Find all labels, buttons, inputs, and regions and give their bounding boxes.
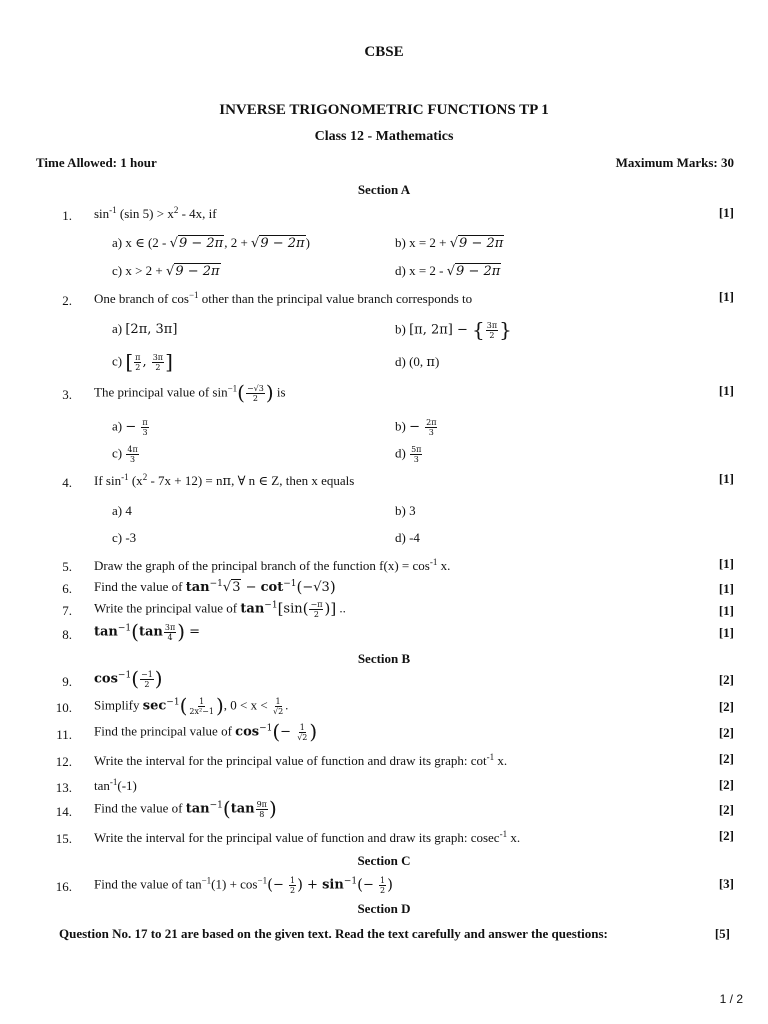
- question-number: 16.: [55, 879, 72, 894]
- question-number: 1.: [62, 208, 72, 223]
- board-name: CBSE: [364, 44, 404, 60]
- question-text: One branch of $\cos^{-1}$ other than the principal value branch corresponds to: [94, 290, 473, 306]
- marks-label: [2]: [718, 699, 734, 714]
- option-d: d) (0, π): [395, 354, 440, 370]
- question-number: 3.: [62, 387, 72, 402]
- section-d-instructions: Question No. 17 to 21 are based on the given text. Read the text carefully and answer the questions:: [59, 926, 608, 941]
- question-text: Write the principal value of $\tan^{-1}[\sin$( $\frac{-\pi}{2}$ )] ..: [94, 599, 346, 619]
- question-text: Draw the graph of the principal branch of the function $f(x) = \cos^{-1} x$.: [94, 557, 451, 573]
- question-number: 8.: [62, 627, 72, 642]
- question-number: 2.: [62, 293, 72, 308]
- marks-label: [1]: [718, 556, 734, 571]
- question-text: Find the value of $\tan^{-1}√3 - \cot^{-1}(-√3)$: [94, 578, 336, 596]
- marks-label: [2]: [718, 725, 734, 740]
- question-number: 6.: [62, 581, 72, 596]
- marks-label: [1]: [718, 205, 734, 220]
- question-number: 14.: [55, 804, 72, 819]
- question-number: 9.: [62, 674, 72, 689]
- question-text: The principal value of $\sin^{-1}$( $\frac{-√3}{2}$ ) is: [94, 380, 286, 405]
- section-a-heading: Section A: [357, 182, 411, 197]
- question-text: $\sin^{-1} (\sin$ $5) > x^2 - 4x$, if: [94, 205, 217, 221]
- option-b: b) − $\frac{2\pi}{3}$: [395, 418, 437, 437]
- option-d: d) -4: [395, 530, 420, 545]
- marks-label: [1]: [718, 471, 734, 486]
- marks-label: [5]: [714, 926, 730, 941]
- class-subject: Class 12 - Mathematics: [314, 129, 454, 144]
- question-text: Find the principal value of $\cos^{-1}(-$ $\frac{1}{√2}$ ): [94, 719, 318, 744]
- marks-label: [2]: [718, 828, 734, 843]
- section-b-heading: Section B: [357, 651, 411, 666]
- question-number: 15.: [55, 831, 72, 846]
- question-text: Write the interval for the principal value of function and draw its graph: $\cot^{-1} x$.: [94, 752, 508, 768]
- option-d: d) $\frac{5\pi}{3}$: [395, 445, 422, 464]
- marks-label: [3]: [718, 876, 734, 891]
- question-number: 11.: [56, 727, 72, 742]
- marks-label: [1]: [718, 625, 734, 640]
- question-number: 5.: [62, 559, 72, 574]
- marks-label: [2]: [718, 802, 734, 817]
- option-a: a) [2π, 3π]: [112, 321, 178, 337]
- question-text: Simplify $\sec^{-1}$( $\frac{1}{\text{2x²−1}}$ ), 0 < x < $\frac{1}{√2}$ .: [94, 693, 289, 718]
- option-a: a) x ∈ (2 - √9 − 2π, 2 + √9 − 2π): [112, 235, 310, 251]
- question-number: 4.: [62, 475, 72, 490]
- question-text: Write the interval for the principal value of function and draw its graph: cosec$^{-1}$ x.: [94, 829, 521, 845]
- option-d: d) x = 2 - √9 − 2π: [395, 263, 501, 279]
- question-number: 12.: [55, 754, 72, 769]
- question-text: If $\sin^{-1} (x^2 - 7x + 12) = n\pi$, ∀ n ∈ Z, then x equals: [94, 472, 355, 489]
- section-d-heading: Section D: [357, 901, 411, 916]
- marks-label: [1]: [718, 289, 734, 304]
- question-text: Find the value of $\tan^{-1}(\tan$ $\frac{9\pi}{8}$ ): [94, 796, 277, 821]
- option-c: c) x > 2 + √9 − 2π: [112, 263, 220, 279]
- marks-label: [1]: [718, 581, 734, 596]
- question-number: 10.: [55, 700, 72, 715]
- question-text: $\cos^{-1}$( $\frac{-1}{2}$ ): [94, 666, 163, 691]
- option-a: a) − $\frac{\pi}{3}$: [112, 418, 148, 437]
- marks-label: [1]: [718, 603, 734, 618]
- page-title: INVERSE TRIGONOMETRIC FUNCTIONS TP 1: [219, 102, 549, 118]
- maximum-marks: Maximum Marks: 30: [615, 155, 734, 170]
- option-a: a) 4: [112, 503, 132, 518]
- marks-label: [2]: [718, 751, 734, 766]
- question-text: $\tan^{-1}(-1)$: [94, 777, 137, 793]
- question-number: 7.: [62, 603, 72, 618]
- option-b: b) 3: [395, 503, 416, 518]
- option-c: c) $\frac{4\pi}{3}$: [112, 445, 138, 464]
- marks-label: [2]: [718, 777, 734, 792]
- question-number: 13.: [55, 780, 72, 795]
- option-b: b) x = 2 + √9 − 2π: [395, 235, 504, 251]
- option-c: c) [ $\frac{\pi}{2}$ , $\frac{3\pi}{2}$ ]: [112, 349, 173, 374]
- section-c-heading: Section C: [357, 853, 411, 868]
- option-c: c) -3: [112, 530, 137, 545]
- question-text: Find the value of $\tan^{-1}(1) + \cos^{-1}(-$ $\frac{1}{2}$ ) + $\sin^{-1}(-$ $\frac{1}{2}$ ): [94, 875, 393, 895]
- marks-label: [1]: [718, 383, 734, 398]
- page-number: 1 / 2: [719, 992, 743, 1006]
- time-allowed: Time Allowed: 1 hour: [36, 155, 157, 170]
- marks-label: [2]: [718, 672, 734, 687]
- question-text: $\tan^{-1}(\tan$ $\frac{3\pi}{4}$ ) =: [94, 619, 201, 644]
- option-b: b) [π, 2π] − { $\frac{3\pi}{2}$ }: [395, 317, 512, 342]
